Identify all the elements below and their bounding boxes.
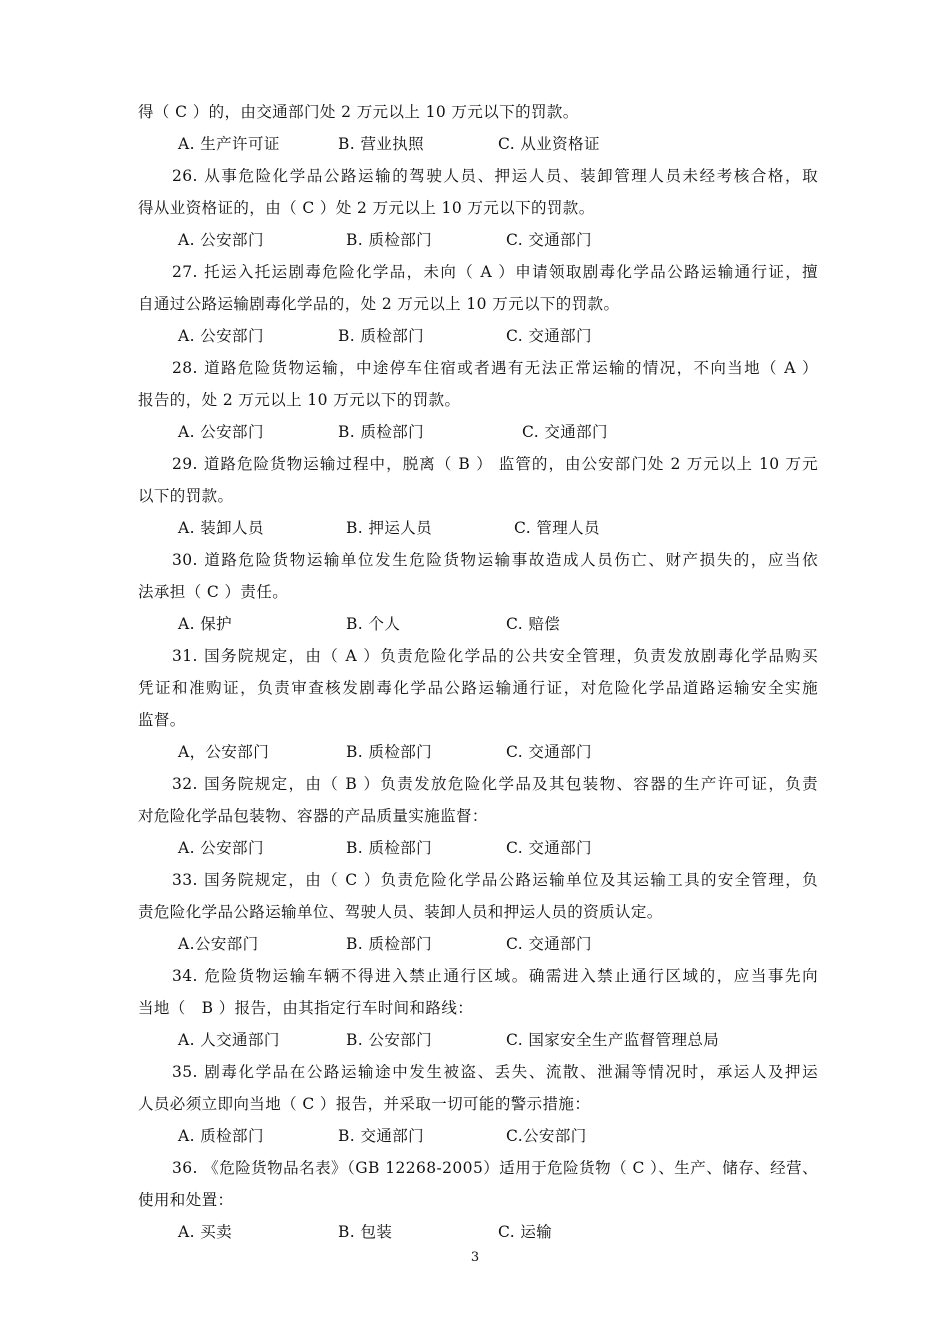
option-b: B. 质检部门 (346, 231, 433, 249)
question-text-line: 34. 危险货物运输车辆不得进入禁止通行区域。确需进入禁止通行区域的，应当事先向 (172, 967, 818, 985)
answer-options (138, 609, 818, 639)
option-a: A. 生产许可证 (178, 135, 280, 153)
question-text-line: 凭证和准购证，负责审查核发剧毒化学品公路运输通行证，对危险化学品道路运输安全实施 (138, 679, 818, 697)
page-number: 3 (470, 1250, 480, 1265)
option-b: B. 质检部门 (338, 327, 425, 345)
question-text-line: 报告的，处 2 万元以上 10 万元以下的罚款。 (138, 391, 461, 409)
question-text-line: 得（ C ）的，由交通部门处 2 万元以上 10 万元以下的罚款。 (138, 103, 579, 121)
option-a: A.公安部门 (178, 935, 259, 953)
option-c: C. 交通部门 (506, 839, 592, 857)
option-b: B. 押运人员 (346, 519, 433, 537)
answer-options (138, 833, 818, 863)
option-c: C. 从业资格证 (498, 135, 600, 153)
question-text-line: 28. 道路危险货物运输，中途停车住宿或者遇有无法正常运输的情况，不向当地（ A ） (172, 359, 818, 377)
answer-options (138, 513, 818, 543)
option-a: A. 人交通部门 (178, 1031, 280, 1049)
question-text-line: 30. 道路危险货物运输单位发生危险货物运输事故造成人员伤亡、财产损失的，应当依 (172, 551, 818, 569)
question-text-line: 当地（ B ）报告，由其指定行车时间和路线： (138, 999, 474, 1017)
answer-options (138, 1217, 818, 1247)
answer-options (138, 321, 818, 351)
option-a: A. 公安部门 (178, 327, 264, 345)
answer-options (138, 737, 818, 767)
option-b: B. 营业执照 (338, 135, 425, 153)
question-text-line: 使用和处置： (138, 1191, 234, 1209)
option-c: C. 交通部门 (506, 327, 592, 345)
answer-options (138, 1025, 818, 1055)
option-c: C.公安部门 (506, 1127, 587, 1145)
option-b: B. 质检部门 (338, 423, 425, 441)
answer-options (138, 1121, 818, 1151)
option-b: B. 质检部门 (346, 743, 433, 761)
option-b: B. 质检部门 (346, 935, 433, 953)
option-a: A. 公安部门 (178, 839, 264, 857)
option-c: C. 交通部门 (506, 231, 592, 249)
question-text-line: 29. 道路危险货物运输过程中，脱离（ B ） 监管的，由公安部门处 2 万元以上 10 万元 (172, 455, 818, 473)
answer-options (138, 129, 818, 159)
option-c: C. 交通部门 (506, 935, 592, 953)
question-text-line: 人员必须立即向当地（ C ）报告，并采取一切可能的警示措施： (138, 1095, 591, 1113)
question-text-line: 32. 国务院规定，由（ B ）负责发放危险化学品及其包装物、容器的生产许可证，负责 (172, 775, 818, 793)
option-c: C. 赔偿 (506, 615, 561, 633)
option-a: A，公安部门 (178, 743, 270, 761)
question-text-line: 36. 《危险货物品名表》（GB 12268-2005）适用于危险货物（ C ）、生产、储存、经营、 (172, 1159, 818, 1177)
question-text-line: 26. 从事危险化学品公路运输的驾驶人员、押运人员、装卸管理人员未经考核合格，取 (172, 167, 818, 185)
option-c: C. 运输 (498, 1223, 553, 1241)
option-b: B. 质检部门 (346, 839, 433, 857)
option-b: B. 公安部门 (346, 1031, 433, 1049)
option-a: A. 公安部门 (178, 423, 264, 441)
question-text-line: 对危险化学品包装物、容器的产品质量实施监督： (138, 807, 488, 825)
question-text-line: 27. 托运入托运剧毒危险化学品，未向（ A ）申请领取剧毒化学品公路运输通行证，擅 (172, 263, 818, 281)
answer-options (138, 417, 818, 447)
option-a: A. 质检部门 (178, 1127, 264, 1145)
option-b: B. 交通部门 (338, 1127, 425, 1145)
question-text-line: 33. 国务院规定，由（ C ）负责危险化学品公路运输单位及其运输工具的安全管理，负 (172, 871, 818, 889)
question-text-line: 35. 剧毒化学品在公路运输途中发生被盗、丢失、流散、泄漏等情况时，承运人及押运 (172, 1063, 818, 1081)
option-a: A. 保护 (178, 615, 233, 633)
option-b: B. 个人 (346, 615, 401, 633)
option-b: B. 包装 (338, 1223, 393, 1241)
question-text-line: 责危险化学品公路运输单位、驾驶人员、装卸人员和押运人员的资质认定。 (138, 903, 663, 921)
question-text-line: 法承担（ C ）责任。 (138, 583, 289, 601)
question-text-line: 得从业资格证的，由（ C ）处 2 万元以上 10 万元以下的罚款。 (138, 199, 595, 217)
answer-options (138, 929, 818, 959)
question-text-line: 监督。 (138, 711, 186, 729)
option-c: C. 管理人员 (514, 519, 600, 537)
option-c: C. 交通部门 (506, 743, 592, 761)
option-a: A. 买卖 (178, 1223, 233, 1241)
option-a: A. 装卸人员 (178, 519, 264, 537)
question-text-line: 以下的罚款。 (138, 487, 234, 505)
answer-options (138, 225, 818, 255)
option-c: C. 交通部门 (522, 423, 608, 441)
option-c: C. 国家安全生产监督管理总局 (506, 1031, 720, 1049)
question-text-line: 31. 国务院规定，由（ A ）负责危险化学品的公共安全管理，负责发放剧毒化学品购买 (172, 647, 818, 665)
question-text-line: 自通过公路运输剧毒化学品的，处 2 万元以上 10 万元以下的罚款。 (138, 295, 620, 313)
option-a: A. 公安部门 (178, 231, 264, 249)
